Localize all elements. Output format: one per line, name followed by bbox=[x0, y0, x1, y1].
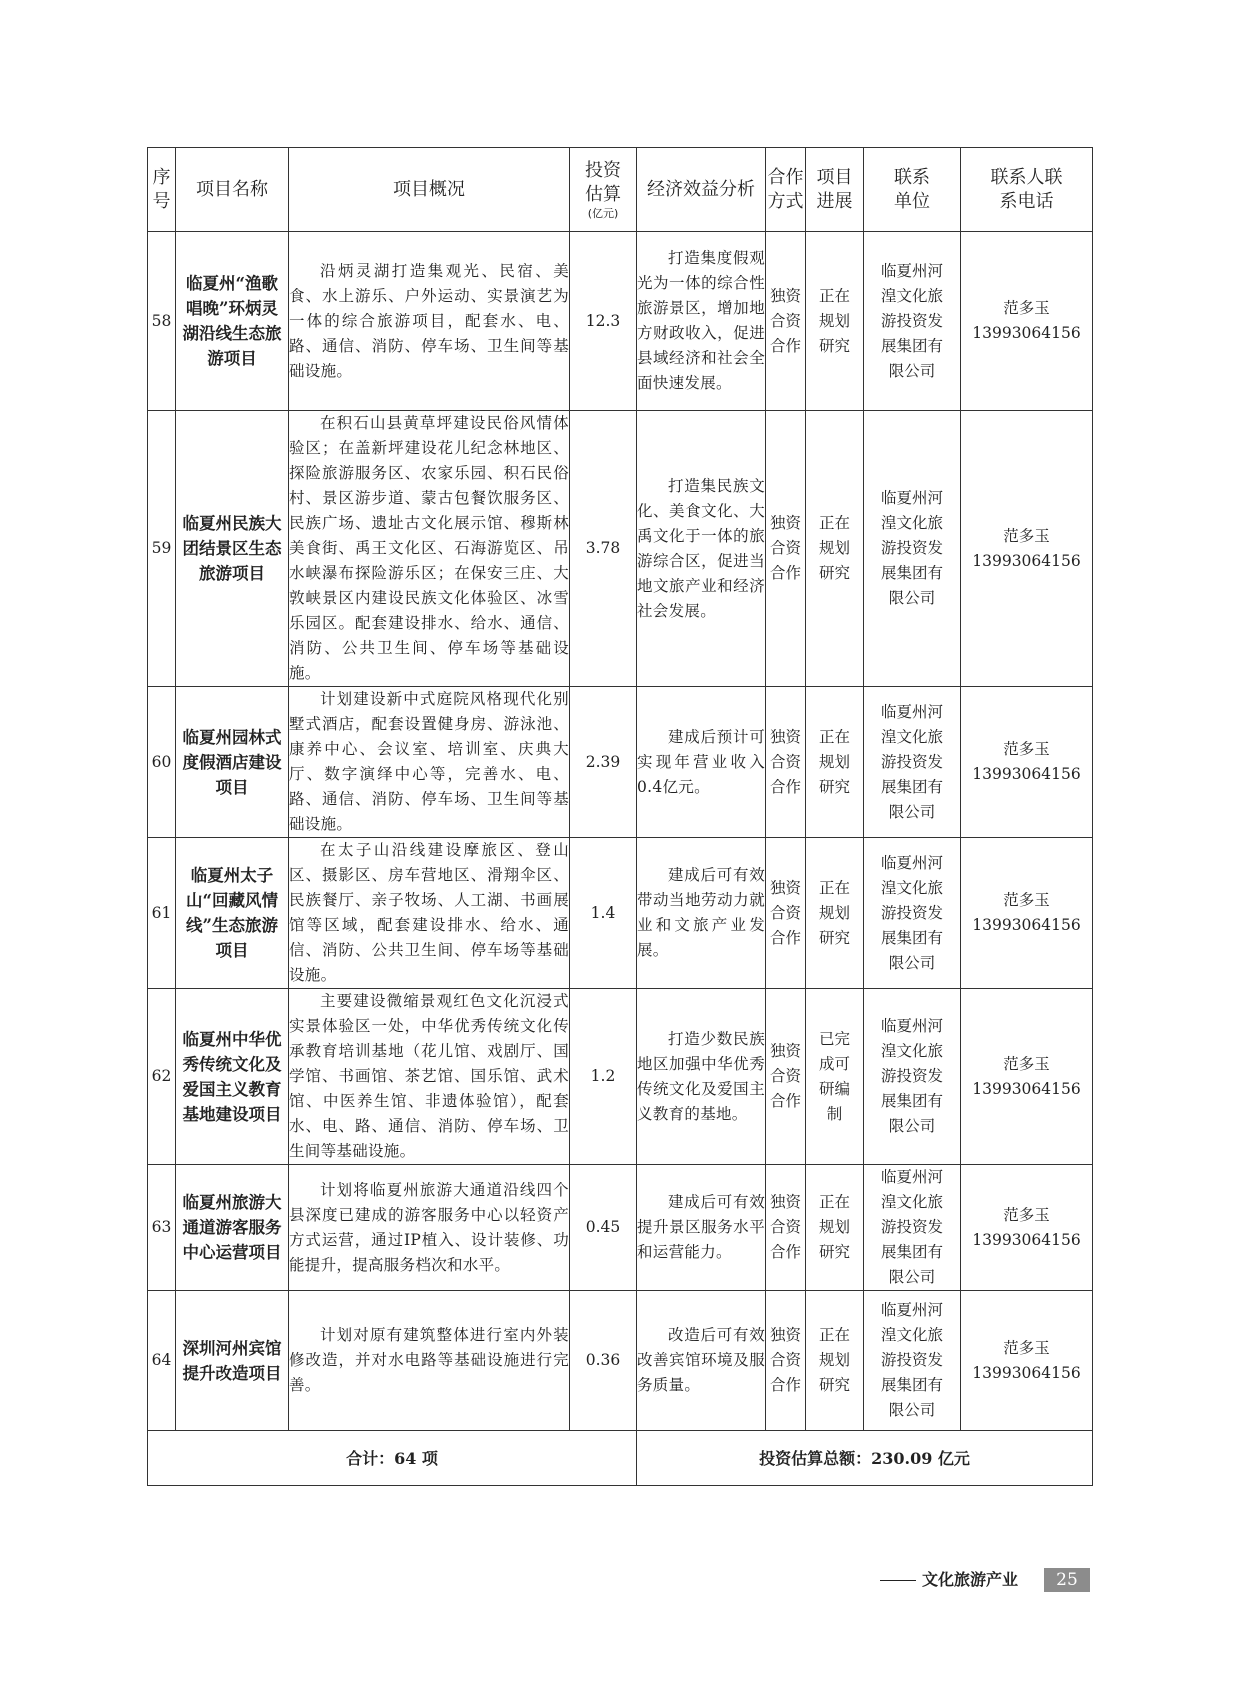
contact-phone: 13993064156 bbox=[972, 324, 1081, 342]
investment-amount bbox=[570, 232, 637, 411]
contact-person: 范多玉 bbox=[1003, 526, 1050, 545]
project-name bbox=[176, 1165, 289, 1291]
row-number-text: 63 bbox=[151, 1218, 172, 1236]
economic-benefit-text: 打造集民族文化、美食文化、大禹文化于一体的旅游综合区，促进当地文旅产业和经济社会发展。 bbox=[637, 476, 765, 620]
contact-person-phone bbox=[961, 989, 1093, 1165]
contact-person-phone bbox=[961, 687, 1093, 838]
project-overview bbox=[289, 687, 570, 838]
cooperation-mode bbox=[766, 989, 806, 1165]
contact-unit bbox=[864, 232, 961, 411]
cooperation-mode bbox=[766, 838, 806, 989]
investment-amount-text: 1.4 bbox=[590, 903, 616, 922]
contact-unit bbox=[864, 687, 961, 838]
contact-person: 范多玉 bbox=[1003, 1205, 1050, 1224]
contact-unit-text: 临夏州河湟文化旅游投资发展集团有限公司 bbox=[880, 1301, 943, 1419]
cooperation-mode-text: 独资合资合作 bbox=[769, 878, 801, 947]
investment-amount bbox=[570, 1291, 637, 1431]
cooperation-mode-text: 独资合资合作 bbox=[769, 286, 801, 355]
investment-amount bbox=[570, 687, 637, 838]
contact-unit-text: 临夏州河湟文化旅游投资发展集团有限公司 bbox=[880, 1017, 943, 1135]
row-number bbox=[148, 1291, 176, 1431]
investment-amount-text: 1.2 bbox=[590, 1067, 616, 1085]
project-progress bbox=[806, 838, 864, 989]
row-number-text: 62 bbox=[151, 1067, 172, 1085]
header-amount-unit: (亿元) bbox=[587, 207, 619, 220]
economic-benefit bbox=[637, 232, 766, 411]
contact-person-phone bbox=[961, 411, 1093, 687]
investment-amount-text: 2.39 bbox=[585, 752, 621, 771]
project-overview-text: 计划对原有建筑整体进行室内外装修改造，并对水电路等基础设施进行完善。 bbox=[289, 1326, 569, 1394]
project-overview bbox=[289, 989, 570, 1165]
project-overview-text: 计划建设新中式庭院风格现代化别墅式酒店，配套设置健身房、游泳池、康养中心、会议室、培训室、庆典大厅、数字演绎中心等，完善水、电、路、通信、消防、停车场、卫生间等基础设施。 bbox=[289, 690, 569, 833]
table-row bbox=[148, 838, 1093, 989]
contact-person-phone bbox=[961, 1291, 1093, 1431]
project-progress bbox=[806, 232, 864, 411]
economic-benefit-text: 改造后可有效改善宾馆环境及服务质量。 bbox=[637, 1326, 765, 1394]
project-progress bbox=[806, 1291, 864, 1431]
row-number bbox=[148, 232, 176, 411]
economic-benefit bbox=[637, 687, 766, 838]
header-row bbox=[148, 148, 1093, 232]
cooperation-mode-text: 独资合资合作 bbox=[769, 1193, 801, 1261]
project-overview-text: 在积石山县黄草坪建设民俗风情体验区；在盖新坪建设花儿纪念林地区、探险旅游服务区、农家乐园、积石民俗村、景区游步道、蒙古包餐饮服务区、民族广场、遗址古文化展示馆、穆斯林美食街、禹王文化区、石海游览区、吊水峡瀑布探险游乐区；在保安三庄、大敦峡景区内建设民族文化体验区、冰雪乐园区。配套建设排水、给水、通信、消防、公共卫生间、停车场等基础设施。 bbox=[289, 414, 569, 682]
project-progress bbox=[806, 411, 864, 687]
investment-amount-text: 3.78 bbox=[585, 539, 621, 557]
page-number: 25 bbox=[1044, 1568, 1090, 1592]
economic-benefit-text: 打造集度假观光为一体的综合性旅游景区，增加地方财政收入，促进县域经济和社会全面快速发展。 bbox=[637, 249, 765, 392]
projects-table bbox=[147, 147, 1093, 1486]
investment-amount-text: 12.3 bbox=[585, 311, 621, 330]
project-progress-text: 正在规划研究 bbox=[818, 727, 850, 796]
investment-amount-text: 0.45 bbox=[585, 1218, 621, 1236]
economic-benefit-text: 建成后预计可实现年营业收入0.4亿元。 bbox=[637, 727, 765, 796]
header-name: 项目名称 bbox=[176, 148, 289, 232]
header-amount bbox=[570, 148, 637, 232]
contact-unit bbox=[864, 838, 961, 989]
contact-unit bbox=[864, 989, 961, 1165]
project-overview bbox=[289, 1291, 570, 1431]
footer-section-title: 文化旅游产业 bbox=[922, 1570, 1019, 1589]
contact-unit-text: 临夏州河湟文化旅游投资发展集团有限公司 bbox=[880, 261, 943, 380]
project-name bbox=[176, 411, 289, 687]
contact-unit-text: 临夏州河湟文化旅游投资发展集团有限公司 bbox=[880, 702, 943, 821]
project-progress-text: 正在规划研究 bbox=[818, 1326, 850, 1394]
contact-phone: 13993064156 bbox=[972, 1363, 1081, 1382]
table-row bbox=[148, 232, 1093, 411]
project-name-text: 深圳河州宾馆提升改造项目 bbox=[182, 1338, 282, 1383]
project-progress-text: 正在规划研究 bbox=[818, 286, 850, 355]
page-footer bbox=[880, 1568, 1095, 1592]
table-row bbox=[148, 1291, 1093, 1431]
project-name-text: 临夏州园林式度假酒店建设项目 bbox=[182, 727, 282, 797]
contact-person-phone bbox=[961, 838, 1093, 989]
row-number bbox=[148, 838, 176, 989]
header-coop: 合作方式 bbox=[766, 148, 806, 232]
total-sum: 投资估算总额：230.09 亿元 bbox=[637, 1431, 1093, 1486]
project-name-text: 临夏州中华优秀传统文化及爱国主义教育基地建设项目 bbox=[182, 1029, 282, 1124]
contact-phone: 13993064156 bbox=[972, 765, 1081, 783]
contact-person: 范多玉 bbox=[1003, 1054, 1050, 1073]
project-name bbox=[176, 989, 289, 1165]
project-overview bbox=[289, 838, 570, 989]
table-row bbox=[148, 411, 1093, 687]
cooperation-mode bbox=[766, 1165, 806, 1291]
project-progress-text: 正在规划研究 bbox=[818, 1193, 850, 1261]
cooperation-mode-text: 独资合资合作 bbox=[769, 1326, 801, 1394]
economic-benefit bbox=[637, 838, 766, 989]
cooperation-mode bbox=[766, 232, 806, 411]
header-no: 序号 bbox=[148, 148, 176, 232]
project-overview bbox=[289, 232, 570, 411]
contact-unit bbox=[864, 1291, 961, 1431]
total-row bbox=[148, 1431, 1093, 1486]
contact-unit bbox=[864, 411, 961, 687]
row-number-text: 58 bbox=[151, 311, 172, 330]
project-name bbox=[176, 687, 289, 838]
project-name-text: 临夏州旅游大通道游客服务中心运营项目 bbox=[182, 1193, 282, 1262]
contact-unit-text: 临夏州河湟文化旅游投资发展集团有限公司 bbox=[880, 1168, 943, 1286]
cooperation-mode-text: 独资合资合作 bbox=[769, 1042, 801, 1110]
investment-amount bbox=[570, 838, 637, 989]
investment-amount bbox=[570, 1165, 637, 1291]
economic-benefit-text: 打造少数民族地区加强中华优秀传统文化及爱国主义教育的基地。 bbox=[637, 1029, 765, 1123]
row-number-text: 64 bbox=[151, 1351, 172, 1369]
cooperation-mode-text: 独资合资合作 bbox=[769, 727, 801, 796]
project-progress bbox=[806, 1165, 864, 1291]
economic-benefit-text: 建成后可有效提升景区服务水平和运营能力。 bbox=[637, 1193, 765, 1261]
project-name-text: 临夏州民族大团结景区生态旅游项目 bbox=[182, 514, 282, 583]
project-name-text: 临夏州太子山“回藏风情线”生态旅游项目 bbox=[186, 866, 278, 960]
table-row bbox=[148, 687, 1093, 838]
row-number-text: 59 bbox=[151, 539, 172, 557]
investment-amount bbox=[570, 989, 637, 1165]
cooperation-mode bbox=[766, 687, 806, 838]
economic-benefit bbox=[637, 1291, 766, 1431]
project-overview-text: 在太子山沿线建设摩旅区、登山区、摄影区、房车营地区、滑翔伞区、民族餐厅、亲子牧场、人工湖、书画展馆等区域，配套建设排水、给水、通信、消防、公共卫生间、停车场等基础设施。 bbox=[289, 841, 569, 984]
project-overview-text: 沿炳灵湖打造集观光、民宿、美食、水上游乐、户外运动、实景演艺为一体的综合旅游项目，配套水、电、路、通信、消防、停车场、卫生间等基础设施。 bbox=[289, 261, 569, 380]
contact-person: 范多玉 bbox=[1003, 891, 1050, 909]
project-progress-text: 已完成可研编制 bbox=[818, 1029, 850, 1123]
investment-amount bbox=[570, 411, 637, 687]
table-row bbox=[148, 989, 1093, 1165]
contact-phone: 13993064156 bbox=[972, 1230, 1081, 1249]
cooperation-mode bbox=[766, 1291, 806, 1431]
project-overview-text: 主要建设微缩景观红色文化沉浸式实景体验区一处，中华优秀传统文化传承教育培训基地（花儿馆、戏剧厅、国学馆、书画馆、茶艺馆、国乐馆、武术馆、中医养生馆、非遗体验馆），配套水、电、路、通信、消防、停车场、卫生间等基础设施。 bbox=[289, 992, 569, 1160]
project-overview bbox=[289, 1165, 570, 1291]
header-overview: 项目概况 bbox=[289, 148, 570, 232]
contact-phone: 13993064156 bbox=[972, 551, 1081, 570]
row-number bbox=[148, 989, 176, 1165]
contact-person: 范多玉 bbox=[1003, 299, 1050, 317]
cooperation-mode bbox=[766, 411, 806, 687]
contact-unit bbox=[864, 1165, 961, 1291]
total-count: 合计：64 项 bbox=[148, 1431, 637, 1486]
project-name bbox=[176, 232, 289, 411]
cooperation-mode-text: 独资合资合作 bbox=[769, 514, 801, 582]
header-amount-label: 投资估算 bbox=[585, 160, 621, 205]
header-progress: 项目进展 bbox=[806, 148, 864, 232]
project-overview-text: 计划将临夏州旅游大通道沿线四个县深度已建成的游客服务中心以轻资产方式运营，通过IP植入、设计装修、功能提升，提高服务档次和水平。 bbox=[289, 1180, 569, 1274]
project-progress-text: 正在规划研究 bbox=[818, 878, 850, 947]
table-row bbox=[148, 1165, 1093, 1291]
economic-benefit bbox=[637, 989, 766, 1165]
contact-unit-text: 临夏州河湟文化旅游投资发展集团有限公司 bbox=[880, 853, 943, 972]
project-progress-text: 正在规划研究 bbox=[818, 514, 850, 582]
header-unit: 联系单位 bbox=[864, 148, 961, 232]
economic-benefit bbox=[637, 411, 766, 687]
contact-person: 范多玉 bbox=[1003, 1338, 1050, 1357]
contact-phone: 13993064156 bbox=[972, 916, 1081, 934]
investment-amount-text: 0.36 bbox=[585, 1351, 621, 1369]
project-overview bbox=[289, 411, 570, 687]
project-name bbox=[176, 1291, 289, 1431]
row-number-text: 60 bbox=[151, 752, 172, 771]
row-number-text: 61 bbox=[151, 903, 172, 922]
economic-benefit-text: 建成后可有效带动当地劳动力就业和文旅产业发展。 bbox=[637, 866, 765, 959]
project-progress bbox=[806, 687, 864, 838]
row-number bbox=[148, 411, 176, 687]
contact-phone: 13993064156 bbox=[972, 1079, 1081, 1098]
contact-person-phone bbox=[961, 1165, 1093, 1291]
header-benefit: 经济效益分析 bbox=[637, 148, 766, 232]
contact-person: 范多玉 bbox=[1003, 740, 1050, 758]
project-name-text: 临夏州“渔歌唱晚”环炳灵湖沿线生态旅游项目 bbox=[182, 274, 282, 368]
row-number bbox=[148, 1165, 176, 1291]
row-number bbox=[148, 687, 176, 838]
project-progress bbox=[806, 989, 864, 1165]
contact-unit-text: 临夏州河湟文化旅游投资发展集团有限公司 bbox=[880, 489, 943, 607]
contact-person-phone bbox=[961, 232, 1093, 411]
project-name bbox=[176, 838, 289, 989]
header-contact: 联系人联系电话 bbox=[961, 148, 1093, 232]
economic-benefit bbox=[637, 1165, 766, 1291]
footer-dash bbox=[880, 1580, 916, 1581]
